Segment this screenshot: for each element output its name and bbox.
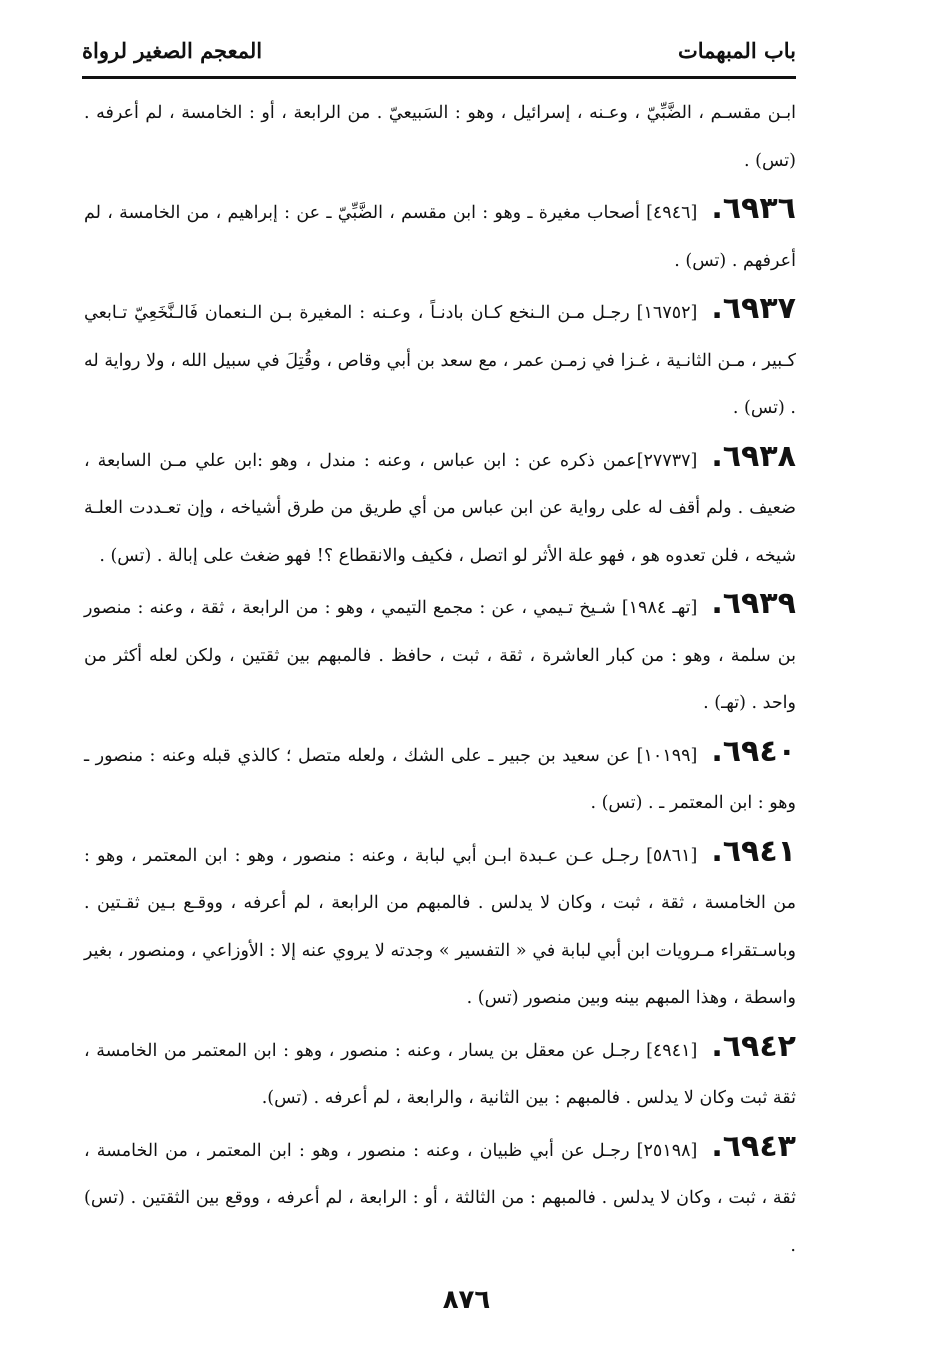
entry-text: [١٠١٩٩] عن سعيد بن جبير ـ على الشك ، ولعله متصل ؛ كالذي قبله وعنه : منصور ـ وهو : ابن المعتمر ـ . (تس) . [84,745,796,813]
entry-number: ٦٩٤١. [711,833,796,869]
entry-text: [٢٧٧٣٧]عمن ذكره عن : ابن عباس ، وعنه : مندل ، وهو :ابن علي مـن السابعة ، ضعيف . ولم أقف له على رواية عن ابن عباس من أي طريق من طرق أشياخه ، وإن تعـددت العلـة شيخه ، فلن تعدوه هو ، فهو علة الأثر لو اتصل ، فكيف والانقطاع ؟! فهو ضغث على إبالة . (تس) . [84,450,796,566]
entry-6937 [84,285,796,433]
entry-6936 [84,185,796,285]
entry-number: ٦٩٣٦. [711,191,796,226]
entry-number: ٦٩٤٣. [711,1128,796,1164]
entry-6938 [84,433,796,581]
entry-6942 [84,1023,796,1123]
entry-text: [٤٩٤١] رجـل عن معقل بن يسار ، وعنه : منصور ، وهو : ابن المعتمر من الخامسة ، ثقة ثبت وكان لا يدلس . فالمبهم : بين الثانية ، والرابعة ، لم أعرفه . (تس). [84,1040,796,1108]
header-chapter-title: باب المبهمات [677,37,796,63]
entry-6941 [84,828,796,1023]
entry-6943 [84,1123,796,1271]
entry-6940 [84,728,796,828]
entry-text: [٢٥١٩٨] رجـل عن أبي ظبيان ، وعنه : منصور ، وهو : ابن المعتمر ، من الخامسة ، ثقة ، ثبت ، وكان لا يدلس . فالمبهم : من الثالثة ، أو : الرابعة ، لم أعرفه ، ووقع بين الثقتين . (تس) . [84,1140,796,1256]
entry-number: ٦٩٣٧. [711,291,796,326]
entry-text: [١٦٧٥٢] رجـل مـن الـنخع كـان بادنـاً ، وعـنه : المغيرة بـن الـنعمان فَالـنَّخَعِيّ تـابعي كـبير ، مـن الثانـية ، غـزا في زمـن عمر ، مع سعد بن أبي وقاص ، وقُتِلَ في سبيل الله ، ولا رواية له . (تس) . [84,303,796,418]
entry-text: [٥٨٦١] رجـل عـن عـبدة ابـن أبي لبابة ، وعنه : منصور ، وهو : ابن المعتمر ، وهو : من الخامسة ، ثقة ، ثبت ، وكان لا يدلس . فالمبهم من الرابعة ، لم أعرفه ، ووقـع بـين ثقـتين . وباسـتقراء مـرويات ابن أبي لبابة في « التفسير » وجدته لا يروي عنه إلا : الأوزاعي ، ومنصور ، بغير واسطة ، وهذا المبهم بينه وبين منصور (تس) . [84,845,796,1008]
entry-text: [تهـ ١٩٨٤] شـيخ تـيمي ، عن : مجمع التيمي ، وهو : من الرابعة ، ثقة ، وعنه : منصور بن سلمة ، وهو : من كبار العاشرة ، ثقة ، ثبت ، حافظ . فالمبهم بين ثقتين ، ولكن لعله أكثر من واحد . (تهـ) . [84,598,796,713]
entry-number: ٦٩٤٢. [711,1028,796,1064]
header-divider [82,76,796,79]
page-body [84,90,796,1256]
entry-number: ٦٩٣٩. [711,586,796,621]
intro-paragraph: ابـن مقسـم ، الضَّبِّيّ ، وعـنه ، إسرائيل ، وهو : السَبيعيّ . من الرابعة ، أو : الخامسة ، لم أعرفه . (تس) . [84,103,796,171]
page-number: ٨٧٦ [442,1285,491,1315]
entry-number: ٦٩٣٨. [711,438,796,474]
entry-6939 [84,580,796,728]
entry-number: ٦٩٤٠. [711,733,796,769]
entry-text: [٤٩٤٦] أصحاب مغيرة ـ وهو : ابن مقسم ، الضَّبِّيّ ـ عن : إبراهيم ، من الخامسة ، لم أعرفهم . (تس) . [84,203,796,271]
header-book-title: المعجم الصغير لرواة [82,37,263,63]
page-header [82,30,796,70]
